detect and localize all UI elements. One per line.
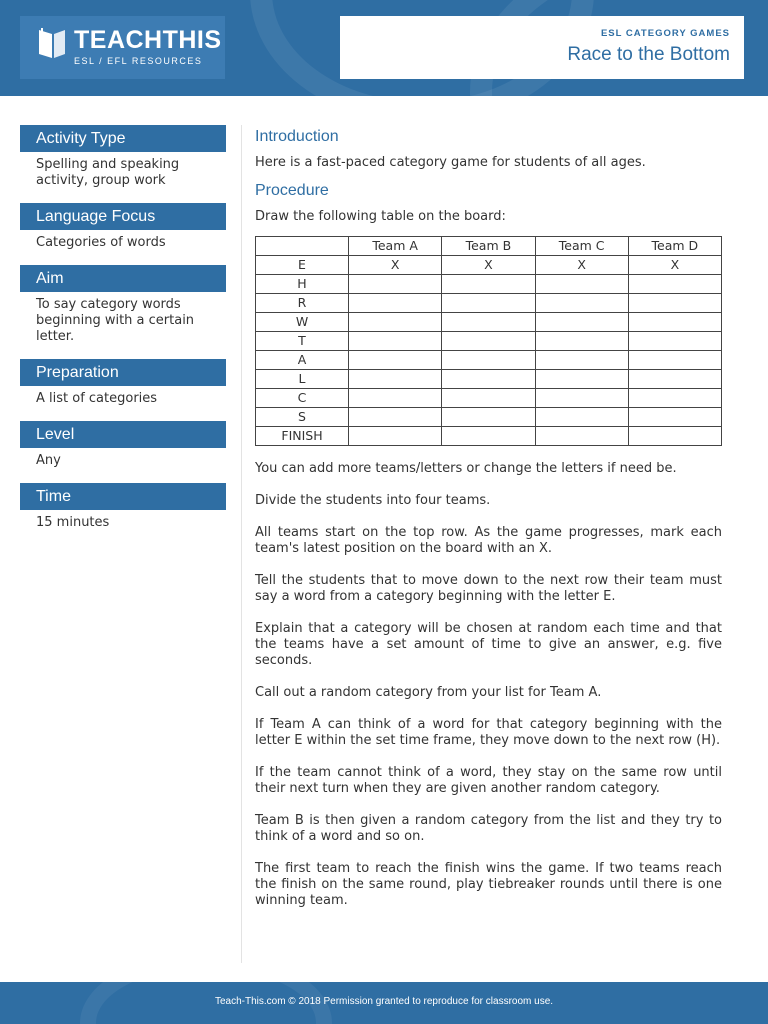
team-cell [349,389,442,408]
team-cell [349,313,442,332]
table-header-cell: Team D [628,237,721,256]
team-cell [442,370,535,389]
table-row [256,256,722,275]
sidebar-section-language-focus [20,203,226,251]
sidebar-section-aim [20,265,226,345]
procedure-step-text: The first team to reach the finish wins the game. If two teams reach the finish on the same round, play tiebreaker rounds until there is one winning team. [255,861,722,908]
team-cell [628,275,721,294]
sidebar-section-preparation [20,359,226,407]
team-cell [442,389,535,408]
table-header-cell: Team C [535,237,628,256]
team-cell [628,294,721,313]
page-footer [0,982,768,1024]
row-letter-cell: R [256,294,349,313]
row-letter-cell: FINISH [256,427,349,446]
team-cell [442,313,535,332]
table-header-cell: Team B [442,237,535,256]
team-cell [628,408,721,427]
sidebar-text: 15 minutes [36,515,110,530]
team-cell [349,408,442,427]
row-letter-cell: E [256,256,349,275]
team-cell [349,370,442,389]
copyright-text: Teach-This.com © 2018 Permission granted to reproduce for classroom use. [214,996,554,1007]
team-cell [349,351,442,370]
row-letter-cell: W [256,313,349,332]
sidebar-section-level [20,421,226,469]
table-row [256,294,722,313]
team-cell [349,275,442,294]
table-header-cell: Team A [349,237,442,256]
procedure-step-text: All teams start on the top row. As the game progresses, mark each team's latest position on the board with an X. [255,525,722,556]
row-letter-cell: L [256,370,349,389]
table-header-row [256,237,722,256]
team-cell [535,332,628,351]
table-body [256,256,722,446]
sidebar-heading: Time [20,483,226,510]
team-cell [442,351,535,370]
table-row [256,351,722,370]
table-row [256,389,722,408]
category-label: ESL CATEGORY GAMES [600,28,730,39]
table-row [256,332,722,351]
team-cell [442,275,535,294]
brand-tagline: ESL / EFL RESOURCES [74,56,203,66]
game-board-table [255,236,722,446]
table-header-cell [256,237,349,256]
procedure-steps [255,461,722,909]
team-cell [349,427,442,446]
sidebar-text: To say category words beginning with a certain letter. [36,297,195,344]
team-cell: X [349,256,442,275]
team-cell [535,351,628,370]
info-sidebar [20,125,226,545]
team-cell [442,427,535,446]
team-cell [442,408,535,427]
row-letter-cell: C [256,389,349,408]
sidebar-section-time [20,483,226,531]
team-cell [535,427,628,446]
sidebar-heading: Aim [20,265,226,292]
sidebar-heading: Preparation [20,359,226,386]
team-cell [628,370,721,389]
table-row [256,427,722,446]
sidebar-heading: Language Focus [20,203,226,230]
book-icon [36,26,68,60]
team-cell [628,351,721,370]
brand-name: TEACHTHIS [74,26,222,54]
sidebar-text: Spelling and speaking activity, group work [36,157,180,188]
sidebar-heading: Level [20,421,226,448]
table-row [256,275,722,294]
procedure-step-text: Tell the students that to move down to the next row their team must say a word from a category beginning with the letter E. [255,573,722,604]
page-header [0,0,768,96]
team-cell: X [442,256,535,275]
column-divider [241,125,242,963]
sidebar-heading: Activity Type [20,125,226,152]
sidebar-text: Any [36,453,61,468]
sidebar-section-activity-type [20,125,226,189]
team-cell [349,332,442,351]
team-cell [628,389,721,408]
sidebar-text: A list of categories [36,391,158,406]
procedure-step-text: If Team A can think of a word for that category beginning with the letter E within the set time frame, they move down to the next row (H). [255,717,722,748]
page-title: Race to the Bottom [567,44,730,65]
row-letter-cell: H [256,275,349,294]
team-cell [535,408,628,427]
brand-logo [20,16,225,79]
table-row [256,370,722,389]
row-letter-cell: S [256,408,349,427]
procedure-step-text: Team B is then given a random category from the list and they try to think of a word and so on. [255,813,722,844]
team-cell: X [535,256,628,275]
row-letter-cell: A [256,351,349,370]
introduction-text: Here is a fast-paced category game for students of all ages. [255,155,646,170]
team-cell [442,332,535,351]
team-cell [535,294,628,313]
team-cell [535,313,628,332]
row-letter-cell: T [256,332,349,351]
team-cell [535,370,628,389]
sidebar-text: Categories of words [36,235,166,250]
team-cell [628,313,721,332]
procedure-step-text: If the team cannot think of a word, they stay on the same row until their next turn when they are given another random category. [255,765,722,796]
team-cell [349,294,442,313]
team-cell [442,294,535,313]
team-cell [628,427,721,446]
procedure-step-text: Divide the students into four teams. [255,493,491,508]
team-cell [628,332,721,351]
procedure-step-text: Call out a random category from your list for Team A. [255,685,602,700]
main-content [255,128,722,925]
procedure-step-text: You can add more teams/letters or change the letters if need be. [255,461,677,476]
table-row [256,408,722,427]
procedure-heading: Procedure [255,182,329,199]
team-cell [535,275,628,294]
team-cell [535,389,628,408]
team-cell: X [628,256,721,275]
table-intro-text: Draw the following table on the board: [255,209,506,224]
procedure-step-text: Explain that a category will be chosen at random each time and that the teams have a set amount of time to give an answer, e.g. five seconds. [255,621,722,668]
title-box [340,16,744,79]
introduction-heading: Introduction [255,128,339,145]
table-row [256,313,722,332]
